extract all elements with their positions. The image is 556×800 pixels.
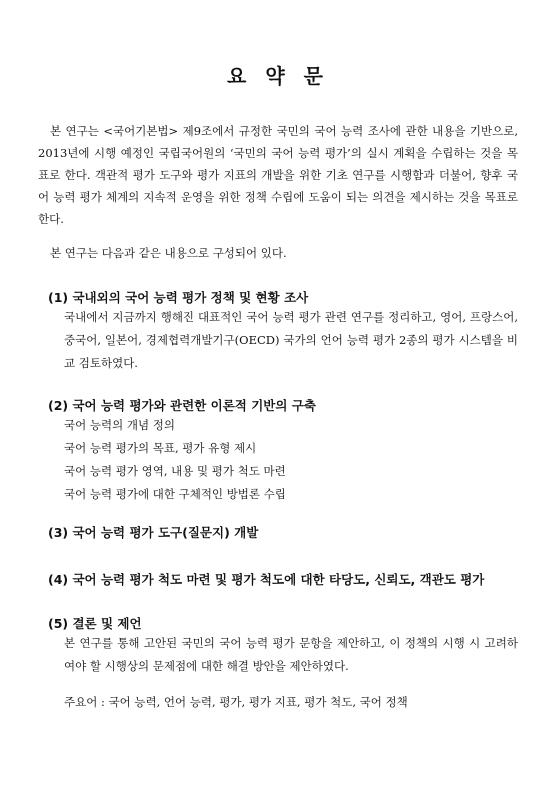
section-heading-4: (4) 국어 능력 평가 척도 마련 및 평가 척도에 대한 타당도, 신뢰도, 객관도 평가: [48, 572, 485, 587]
intro-paragraph: [38, 120, 518, 230]
section-list-2: [64, 414, 286, 506]
keywords-line: 주요어 : 국어 능력, 언어 능력, 평가, 평가 지표, 평가 척도, 국어 정책: [64, 695, 408, 709]
section-heading-5: (5) 결론 및 제언: [48, 616, 142, 631]
list-item: 국어 능력 평가 영역, 내용 및 평가 척도 마련: [64, 464, 286, 478]
section-body-5: 본 연구를 통해 고안된 국민의 국어 능력 평가 문항을 제안하고, 이 정책의 시행 시 고려하여야 할 시행상의 문제점에 대한 해결 방안을 제안하였다.: [64, 636, 518, 673]
list-item: 국어 능력 평가에 대한 구체적인 방법론 수립: [64, 487, 286, 501]
lead-paragraph: [38, 242, 518, 264]
section-heading-1: (1) 국내외의 국어 능력 평가 정책 및 현황 조사: [48, 290, 309, 305]
list-item: 국어 능력 평가의 목표, 평가 유형 제시: [64, 441, 257, 455]
lead-text: 본 연구는 다음과 같은 내용으로 구성되어 있다.: [50, 246, 287, 260]
list-item: 국어 능력의 개념 정의: [64, 418, 175, 432]
section-heading-2: (2) 국어 능력 평가와 관련한 이론적 기반의 구축: [48, 398, 316, 413]
section-body-1: 국내에서 지금까지 행해진 대표적인 국어 능력 평가 관련 연구를 정리하고, 영어, 프랑스어, 중국어, 일본어, 경제협력개발기구(OECD) 국가의 언어 능력 평가 2종의 평가 시스템을 비교 검토하였다.: [64, 310, 518, 370]
section-heading-3: (3) 국어 능력 평가 도구(질문지) 개발: [48, 525, 259, 540]
intro-text: 본 연구는 <국어기본법> 제9조에서 규정한 국민의 국어 능력 조사에 관한 내용을 기반으로, 2013년에 시행 예정인 국립국어원의 ‘국민의 국어 능력 평가’의 실시 계획을 수립하는 것을 목표로 한다. 객관적 평가 도구와 평가 지표의 개발을 위한 기초 연구를 시행함과 더불어, 향후 국어 능력 평가 체계의 지속적 운영을 위한 정책 수립에 도움이 되는 의견을 제시하는 것을 목표로 한다.: [38, 124, 518, 226]
page-title: 요 약 문: [227, 64, 329, 88]
